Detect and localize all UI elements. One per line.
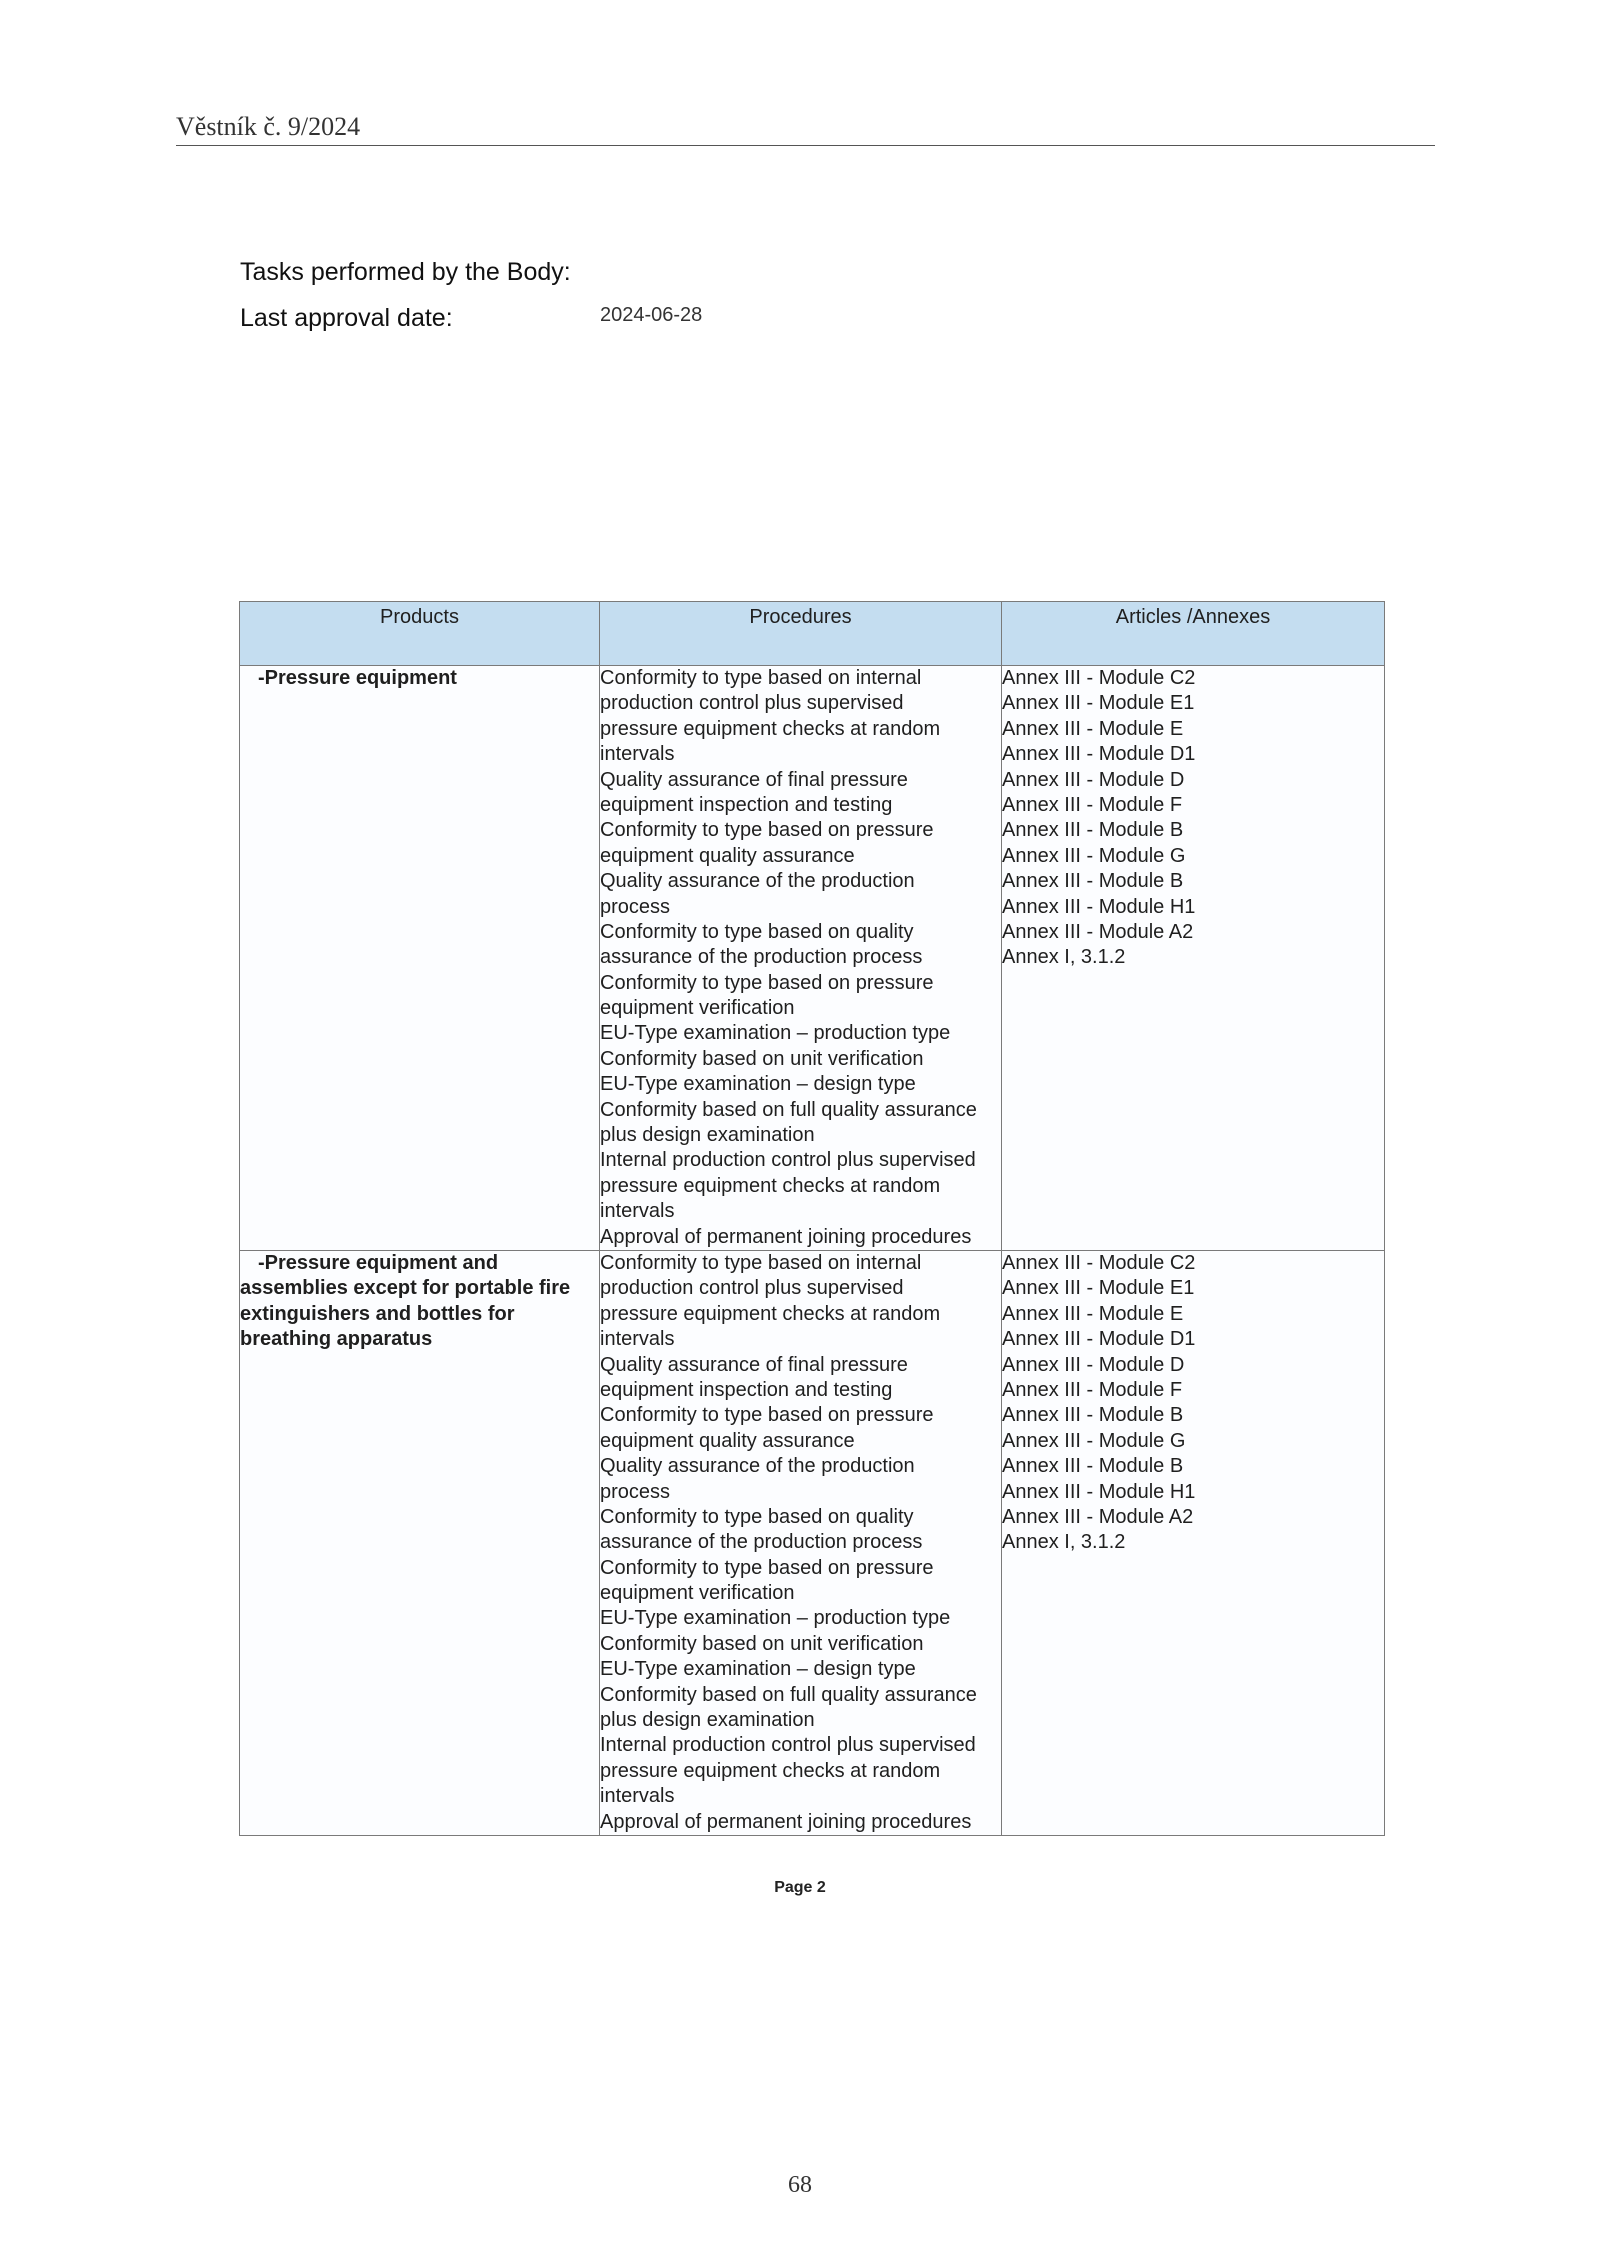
product-line: extinguishers and bottles for: [240, 1302, 515, 1325]
procedure-line: equipment inspection and testing: [600, 1378, 893, 1401]
table-row: [240, 666, 1385, 1251]
procedure-lines: [600, 666, 1001, 1250]
annexes-cell: [1002, 666, 1385, 1251]
annex-lines: [1002, 1251, 1384, 1556]
procedure-line: Approval of permanent joining procedures: [600, 1810, 972, 1833]
procedure-line: equipment quality assurance: [600, 844, 855, 867]
procedure-line: Conformity based on full quality assurance: [600, 1098, 977, 1121]
procedure-line: Conformity to type based on quality: [600, 920, 914, 943]
annex-line: Annex III - Module H1: [1002, 895, 1196, 918]
procedure-line: Quality assurance of the production: [600, 870, 915, 893]
page-footer-label: Page 2: [774, 1879, 826, 1896]
procedure-line: Internal production control plus supervised: [600, 1149, 976, 1172]
procedure-line: pressure equipment checks at random: [600, 1759, 941, 1782]
product-cell: [240, 1250, 600, 1835]
header-rule: [176, 145, 1435, 146]
procedure-line: equipment quality assurance: [600, 1429, 855, 1452]
product-line: breathing apparatus: [240, 1328, 433, 1351]
procedure-line: production control plus supervised: [600, 1277, 904, 1300]
column-header-products: Products: [240, 602, 600, 666]
annex-line: Annex III - Module B: [1002, 819, 1184, 842]
annex-line: Annex III - Module B: [1002, 870, 1184, 893]
procedure-line: equipment verification: [600, 997, 795, 1020]
procedure-line: Conformity based on unit verification: [600, 1632, 924, 1655]
procedure-line: Conformity to type based on pressure: [600, 819, 934, 842]
annex-line: Annex III - Module G: [1002, 1429, 1186, 1452]
procedure-line: assurance of the production process: [600, 1531, 923, 1554]
procedure-line: Conformity to type based on pressure: [600, 1556, 934, 1579]
annex-line: Annex III - Module A2: [1002, 1505, 1194, 1528]
procedure-line: equipment inspection and testing: [600, 793, 893, 816]
procedure-line: process: [600, 1480, 671, 1503]
approval-label: Last approval date:: [240, 304, 453, 332]
procedure-line: EU-Type examination – production type: [600, 1022, 951, 1045]
product-lines: [258, 666, 599, 691]
procedure-line: Quality assurance of the production: [600, 1455, 915, 1478]
product-line: -Pressure equipment and: [258, 1251, 499, 1274]
procedure-line: production control plus supervised: [600, 692, 904, 715]
procedure-line: intervals: [600, 1328, 675, 1351]
procedure-line: Conformity to type based on quality: [600, 1505, 914, 1528]
annex-line: Annex I, 3.1.2: [1002, 1531, 1126, 1554]
annex-line: Annex III - Module E1: [1002, 692, 1195, 715]
procedure-line: Quality assurance of final pressure: [600, 1353, 908, 1376]
product-cell: [240, 666, 600, 1251]
annex-line: Annex III - Module E: [1002, 717, 1184, 740]
annex-line: Annex III - Module D: [1002, 1353, 1185, 1376]
procedure-line: Internal production control plus supervised: [600, 1734, 976, 1757]
tasks-label: Tasks performed by the Body:: [240, 258, 571, 286]
annex-lines: [1002, 666, 1384, 971]
procedure-line: Conformity to type based on internal: [600, 1251, 922, 1274]
procedure-line: plus design examination: [600, 1709, 815, 1732]
procedure-line: Conformity to type based on internal: [600, 667, 922, 689]
procedure-line: pressure equipment checks at random: [600, 717, 941, 740]
annex-line: Annex III - Module F: [1002, 1378, 1183, 1401]
procedure-line: Approval of permanent joining procedures: [600, 1225, 972, 1248]
annex-line: Annex III - Module C2: [1002, 667, 1196, 689]
procedure-line: Conformity based on full quality assurance: [600, 1683, 977, 1706]
procedure-line: Quality assurance of final pressure: [600, 768, 908, 791]
procedure-line: intervals: [600, 1785, 675, 1808]
procedure-line: pressure equipment checks at random: [600, 1174, 941, 1197]
annex-line: Annex III - Module F: [1002, 793, 1183, 816]
procedures-cell: [600, 1250, 1002, 1835]
procedure-line: intervals: [600, 1200, 675, 1223]
annexes-cell: [1002, 1250, 1385, 1835]
procedure-line: intervals: [600, 743, 675, 766]
page-number: 68: [788, 2172, 812, 2198]
procedure-line: EU-Type examination – production type: [600, 1607, 951, 1630]
annex-line: Annex III - Module A2: [1002, 920, 1194, 943]
table-row: [240, 1250, 1385, 1835]
annex-line: Annex III - Module D1: [1002, 1328, 1196, 1351]
procedure-line: EU-Type examination – design type: [600, 1073, 916, 1096]
annex-line: Annex III - Module E1: [1002, 1277, 1195, 1300]
procedure-line: Conformity to type based on pressure: [600, 971, 934, 994]
annex-line: Annex III - Module B: [1002, 1404, 1184, 1427]
procedures-cell: [600, 666, 1002, 1251]
annex-line: Annex III - Module C2: [1002, 1251, 1196, 1274]
procedure-line: plus design examination: [600, 1124, 815, 1147]
product-line: -Pressure equipment: [258, 667, 457, 689]
annex-line: Annex I, 3.1.2: [1002, 946, 1126, 969]
column-header-procedures: Procedures: [600, 602, 1002, 666]
annex-line: Annex III - Module D1: [1002, 743, 1196, 766]
annex-line: Annex III - Module E: [1002, 1302, 1184, 1325]
procedure-line: process: [600, 895, 671, 918]
procedure-lines: [600, 1251, 1001, 1835]
table-header-row: [240, 602, 1385, 666]
procedure-line: EU-Type examination – design type: [600, 1658, 916, 1681]
annex-line: Annex III - Module G: [1002, 844, 1186, 867]
procedure-line: assurance of the production process: [600, 946, 923, 969]
column-header-articles-annexes: Articles /Annexes: [1002, 602, 1385, 666]
procedure-line: Conformity to type based on pressure: [600, 1404, 934, 1427]
approval-date-value: 2024-06-28: [600, 304, 703, 326]
annex-line: Annex III - Module H1: [1002, 1480, 1196, 1503]
tasks-table: [239, 601, 1385, 1836]
procedure-line: equipment verification: [600, 1582, 795, 1605]
product-lines: [240, 1251, 599, 1353]
annex-line: Annex III - Module D: [1002, 768, 1185, 791]
procedure-line: Conformity based on unit verification: [600, 1047, 924, 1070]
annex-line: Annex III - Module B: [1002, 1455, 1184, 1478]
running-header-title: Věstník č. 9/2024: [176, 112, 361, 141]
procedure-line: pressure equipment checks at random: [600, 1302, 941, 1325]
product-line: assemblies except for portable fire: [240, 1277, 571, 1300]
